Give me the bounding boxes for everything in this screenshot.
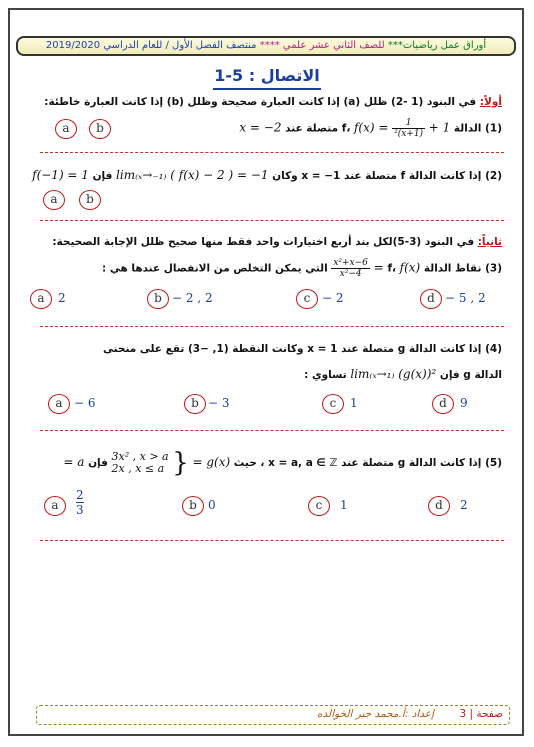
q1-numerator: 1	[392, 118, 425, 129]
page-title: 1-5 : الاتصال	[214, 66, 320, 85]
q3-answer-a: 2	[58, 291, 66, 305]
q5-row1: 3x² , x > a	[111, 450, 169, 463]
q1-row	[239, 118, 502, 139]
q4-math-limit: lim₍ₓ→₁₎ (g(x))²	[350, 367, 437, 381]
q5-math-end: a =	[63, 455, 85, 469]
q1-denominator: (x+1)²	[394, 129, 424, 139]
q5-answer-d: 2	[460, 498, 468, 512]
q5-answer-c: 1	[340, 498, 348, 512]
q5-piecewise	[112, 451, 169, 475]
page-number: صفحة | 3	[459, 708, 503, 720]
section2-label: ثانياً:	[477, 236, 502, 248]
q3-row	[102, 258, 502, 279]
q4-option-a[interactable]: a	[48, 394, 70, 414]
q1-math-tail: + 1	[428, 120, 451, 135]
q5-option-c[interactable]: c	[308, 496, 330, 516]
q4-option-c[interactable]: c	[322, 394, 344, 414]
q2-row	[32, 168, 502, 182]
q5-answer-a	[76, 488, 84, 517]
q4-answer-d: 9	[460, 396, 468, 410]
q1-math-lhs: f(x) =	[353, 120, 389, 135]
q5-brace: {	[172, 448, 189, 478]
q4-answer-a: − 6	[74, 396, 96, 410]
q3-answer-c: − 2	[322, 291, 344, 305]
q2-option-a[interactable]: a	[43, 190, 65, 210]
separator	[40, 540, 504, 541]
q1-math-point: x = −2	[239, 120, 282, 135]
q5-math-lhs: g(x) =	[192, 455, 231, 469]
separator	[40, 326, 504, 327]
page-header	[16, 36, 516, 56]
q3-answer-b: − 2 , 2	[172, 291, 213, 305]
q2-math-value: f(−1) = 1	[32, 168, 89, 182]
separator	[40, 220, 504, 221]
q3-text: (3) نقاط الدالة f،	[387, 262, 502, 275]
q3-option-c[interactable]: c	[296, 289, 318, 309]
q5-answer-b: 0	[208, 498, 216, 512]
section1-label: أولاً:	[479, 96, 502, 108]
q3-option-b[interactable]: b	[147, 289, 169, 309]
q4-option-b[interactable]: b	[184, 394, 206, 414]
q4-answer-b: − 3	[208, 396, 230, 410]
header-part2: للصف الثاني عشر علمي	[282, 40, 385, 51]
title-underline	[213, 88, 321, 90]
q4-equals: تساوي :	[304, 369, 347, 381]
q5-row	[63, 448, 502, 478]
q3-denominator: x²−4	[339, 269, 362, 279]
q3-fraction	[331, 258, 370, 279]
q5-text: (5) إذا كانت الدالة g متصلة عند x = a, a ∈ ℤ ، حيث	[233, 457, 502, 469]
q5-answer-a-num: 2	[76, 488, 84, 502]
header-part1: أوراق عمل رياضيات***	[387, 40, 487, 51]
q5-then: فإن	[88, 457, 108, 469]
q5-answer-a-den: 3	[76, 503, 84, 517]
q1-text: (1) الدالة f،	[341, 122, 502, 135]
q5-row2: 2x , x ≤ a	[111, 462, 165, 475]
q2-math-limit: lim₍ₓ→₋₁₎ ( f(x) − 2 ) = −1	[116, 168, 269, 182]
section2-instructions	[52, 236, 502, 248]
q1-cont: متصلة عند	[285, 122, 339, 135]
page-footer	[36, 705, 510, 725]
q2-text: (2) إذا كانت الدالة f متصلة عند x = −1 وكان	[272, 170, 502, 182]
q5-option-d[interactable]: d	[428, 496, 450, 516]
section2-text: في البنود (3-5)لكل بند أربع اختيارات واحد فقط منها صحيح ظلل الإجابة الصحيحة:	[52, 236, 475, 248]
q3-answer-d: − 5 , 2	[445, 291, 486, 305]
separator	[40, 152, 504, 153]
separator	[40, 430, 504, 431]
q3-math-lhs: f(x) =	[373, 260, 421, 275]
q1-option-a[interactable]: a	[55, 119, 77, 139]
q4-line2	[304, 367, 502, 381]
q5-option-b[interactable]: b	[182, 496, 204, 516]
section1-instructions	[44, 96, 502, 108]
header-part4: منتصف الفصل الأول / للعام الدراسي 2019/2020	[45, 40, 257, 51]
q4-line1: (4) إذا كانت الدالة g متصلة عند x = 1 وكانت النقطة (1, −3) تقع على منحنى	[102, 343, 502, 355]
section1-text: في البنود (1 -2) ظلل (a) إذا كانت العبارة صحيحة وظلل (b) إذا كانت العبارة خاطئة:	[44, 96, 477, 108]
header-part3: ****	[259, 40, 280, 51]
q3-option-d[interactable]: d	[420, 289, 442, 309]
author-credit: إعداد :أ.محمد جبر الخوالده	[317, 708, 434, 720]
q2-option-b[interactable]: b	[79, 190, 101, 210]
q4-line2-text: الدالة g فإن	[439, 369, 502, 381]
q4-option-d[interactable]: d	[432, 394, 454, 414]
q4-answer-c: 1	[350, 396, 358, 410]
q3-numerator: x²+x−6	[333, 258, 368, 268]
q1-fraction	[392, 118, 425, 139]
q3-option-a[interactable]: a	[30, 289, 52, 309]
q5-option-a[interactable]: a	[44, 496, 66, 516]
q1-option-b[interactable]: b	[89, 119, 111, 139]
q3-tail: التي يمكن التخلص من الانفصال عندها هي :	[101, 262, 328, 275]
q2-then: فإن	[92, 170, 113, 182]
